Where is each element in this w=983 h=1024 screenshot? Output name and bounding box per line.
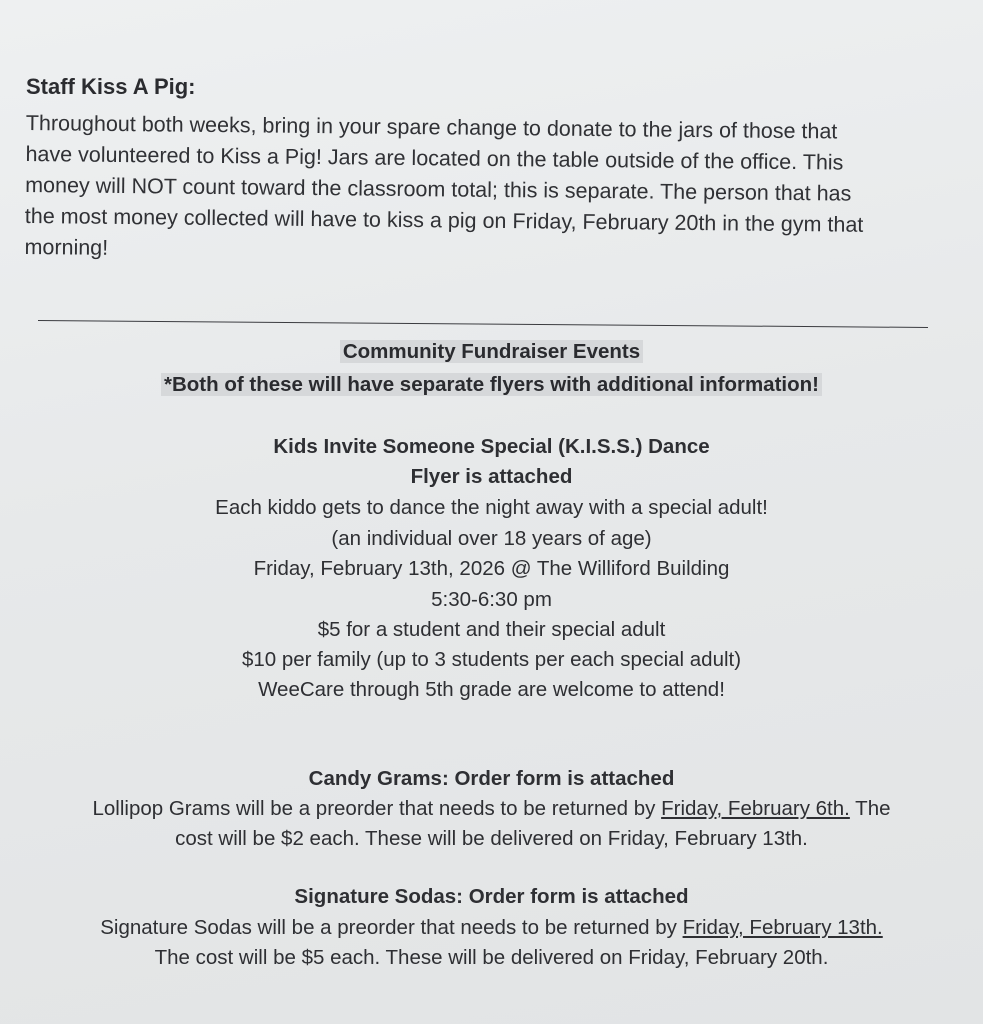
dance-line: 5:30-6:30 pm [431,588,552,611]
dance-title: Kids Invite Someone Special (K.I.S.S.) Dance [273,435,710,458]
paragraph-line: the most money collected will have to kiss a pig on Friday, February 20th in the gym that [24,203,864,237]
community-heading: Community Fundraiser Events [0,340,983,364]
dance-line: Each kiddo gets to dance the night away with a special adult! [215,496,768,519]
candy-grams-title: Candy Grams: Order form is attached [308,767,675,790]
signature-sodas-title: Signature Sodas: Order form is attached [294,885,689,908]
dance-line: $5 for a student and their special adult [317,618,666,641]
candy-grams-due-date: Friday, February 6th. [661,797,850,820]
dance-line: $10 per family (up to 3 students per each special adult) [241,648,742,671]
paragraph-line: have volunteered to Kiss a Pig! Jars are located on the table outside of the office. This [25,141,844,175]
dance-line: Friday, February 13th, 2026 @ The Williford Building [253,557,730,580]
dance-flyer-note: Flyer is attached [410,465,573,488]
signature-sodas-line: The cost will be $5 each. These will be delivered on Friday, February 20th. [154,946,829,969]
section-divider [38,320,928,328]
candy-grams-line: Lollipop Grams will be a preorder that needs to be returned by Friday, February 6th. The [92,797,891,820]
paragraph-line: Throughout both weeks, bring in your spare change to donate to the jars of those that [25,110,838,144]
signature-sodas-line: Signature Sodas will be a preorder that needs to be returned by Friday, February 13th. [100,916,883,939]
kiss-a-pig-paragraph [24,108,941,273]
dance-line: WeeCare through 5th grade are welcome to attend! [258,678,725,701]
candy-grams-line: cost will be $2 each. These will be delivered on Friday, February 13th. [175,827,808,850]
community-subheading: *Both of these will have separate flyers with additional information! [0,373,983,397]
paragraph-line: morning! [24,234,109,260]
kiss-a-pig-title: Staff Kiss A Pig: [26,74,196,99]
paragraph-line: money will NOT count toward the classroom total; this is separate. The person that has [25,172,852,206]
signature-sodas-due-date: Friday, February 13th. [682,916,883,939]
dance-line: (an individual over 18 years of age) [331,527,652,550]
